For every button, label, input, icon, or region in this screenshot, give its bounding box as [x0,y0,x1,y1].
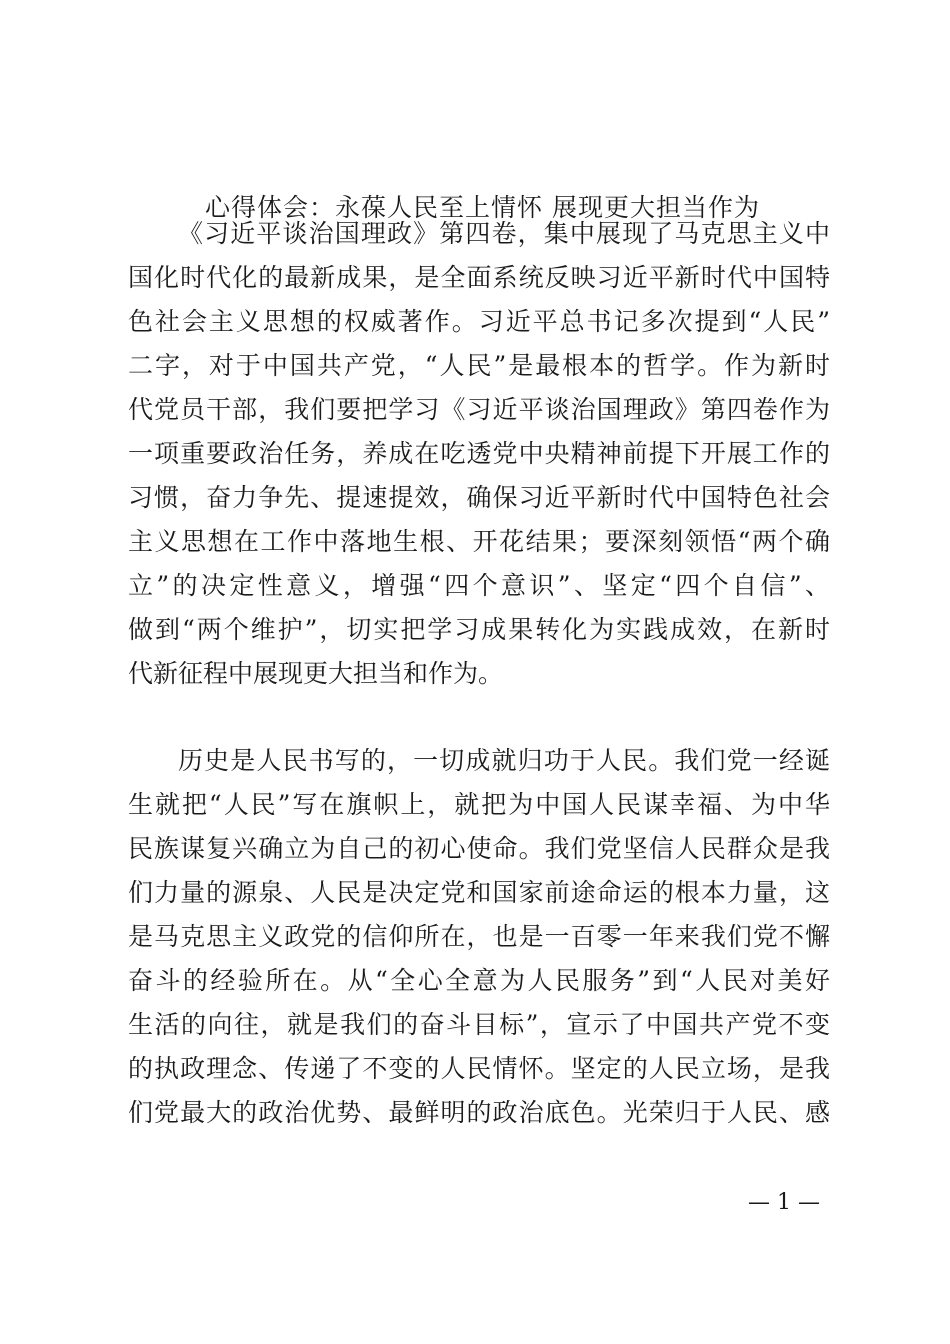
paragraph-line: 是马克思主义政党的信仰所在，也是一百零一年来我们党不懈 [128,922,830,951]
paragraph-line: 们力量的源泉、人民是决定党和国家前途命运的根本力量，这 [128,878,830,907]
paragraph-line: 生就把“人民”写在旗帜上，就把为中国人民谋幸福、为中华 [128,790,830,819]
paragraph-line: 国化时代化的最新成果，是全面系统反映习近平新时代中国特 [128,263,830,292]
paragraph-line: 奋斗的经验所在。从“全心全意为人民服务”到“人民对美好 [128,966,830,995]
document-title: 心得体会：永葆人民至上情怀 展现更大担当作为 [205,193,760,222]
paragraph-line: 《习近平谈治国理政》第四卷，集中展现了马克思主义中 [178,219,830,248]
paragraph-line: 生活的向往，就是我们的奋斗目标”，宣示了中国共产党不变 [128,1010,830,1039]
paragraph-line: 历史是人民书写的，一切成就归功于人民。我们党一经诞 [178,746,830,775]
paragraph-line: 代党员干部，我们要把学习《习近平谈治国理政》第四卷作为 [128,395,830,424]
paragraph-line: 民族谋复兴确立为自己的初心使命。我们党坚信人民群众是我 [128,834,830,863]
paragraph-line: 一项重要政治任务，养成在吃透党中央精神前提下开展工作的 [128,439,830,468]
paragraph-line: 做到“两个维护”，切实把学习成果转化为实践成效，在新时 [128,615,830,644]
page-number: — 1 — [748,1190,820,1215]
paragraph-line: 习惯，奋力争先、提速提效，确保习近平新时代中国特色社会 [128,483,830,512]
paragraph-line: 色社会主义思想的权威著作。习近平总书记多次提到“人民” [128,307,830,336]
paragraph-line: 代新征程中展现更大担当和作为。 [128,659,504,688]
paragraph-line: 立”的决定性意义，增强“四个意识”、坚定“四个自信”、 [128,571,830,600]
paragraph-line: 们党最大的政治优势、最鲜明的政治底色。光荣归于人民、感 [128,1098,830,1127]
paragraph-line: 二字，对于中国共产党，“人民”是最根本的哲学。作为新时 [128,351,830,380]
paragraph-line: 的执政理念、传递了不变的人民情怀。坚定的人民立场，是我 [128,1054,830,1083]
paragraph-2 [128,739,830,1135]
paragraph-1 [128,212,830,696]
paragraph-line: 主义思想在工作中落地生根、开花结果；要深刻领悟“两个确 [128,527,830,556]
